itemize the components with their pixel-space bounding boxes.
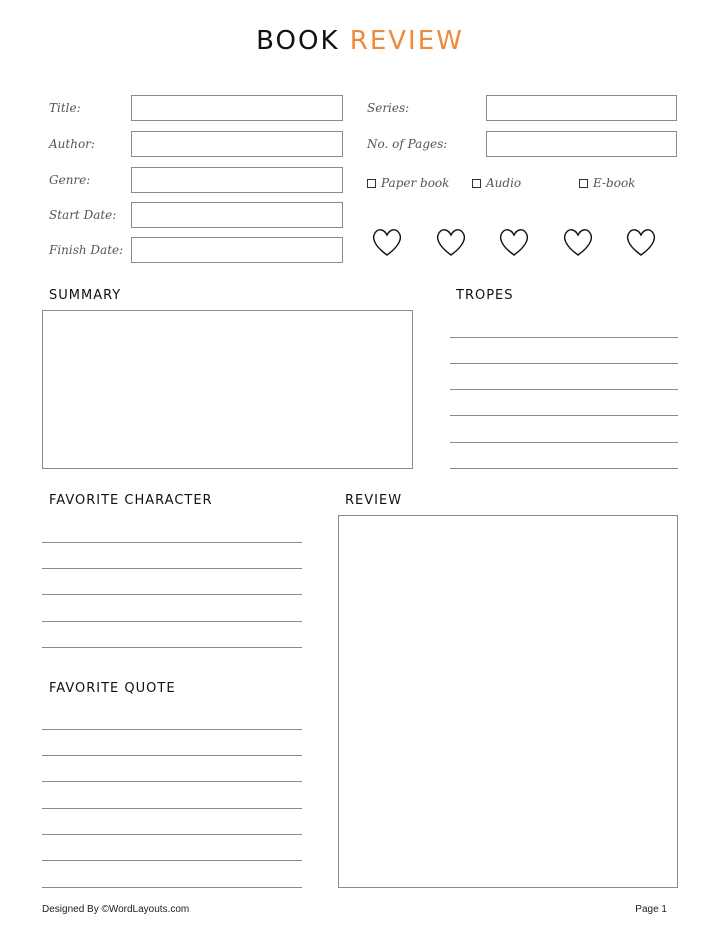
tropes-heading: TROPES <box>456 288 514 303</box>
favorite-character-line[interactable] <box>42 621 302 622</box>
format-audio[interactable] <box>472 176 521 190</box>
favorite-character-line[interactable] <box>42 568 302 569</box>
favorite-character-heading: FAVORITE CHARACTER <box>49 493 213 508</box>
favorite-quote-line[interactable] <box>42 834 302 835</box>
tropes-line[interactable] <box>450 415 678 416</box>
favorite-character-line[interactable] <box>42 647 302 648</box>
summary-box[interactable] <box>42 310 413 469</box>
favorite-quote-line[interactable] <box>42 860 302 861</box>
format-paper-book-label: Paper book <box>381 176 450 190</box>
series-field[interactable] <box>486 95 677 121</box>
favorite-quote-line[interactable] <box>42 755 302 756</box>
checkbox-icon[interactable] <box>367 179 376 188</box>
favorite-quote-line[interactable] <box>42 781 302 782</box>
genre-field[interactable] <box>131 167 343 193</box>
format-ebook[interactable] <box>579 176 635 190</box>
format-audio-label: Audio <box>486 176 522 190</box>
series-label: Series: <box>367 101 410 115</box>
heart-icon[interactable] <box>371 227 403 257</box>
review-box[interactable] <box>338 515 678 888</box>
favorite-quote-line[interactable] <box>42 808 302 809</box>
genre-label: Genre: <box>49 173 91 187</box>
tropes-line[interactable] <box>450 363 678 364</box>
footer-credit: Designed By ©WordLayouts.com <box>42 904 190 915</box>
title-main: BOOK <box>256 26 340 56</box>
favorite-character-line[interactable] <box>42 542 302 543</box>
tropes-line[interactable] <box>450 468 678 469</box>
finish-date-field[interactable] <box>131 237 343 263</box>
tropes-line[interactable] <box>450 442 678 443</box>
review-heading: REVIEW <box>345 493 403 508</box>
heart-icon[interactable] <box>435 227 467 257</box>
tropes-line[interactable] <box>450 337 678 338</box>
summary-heading: SUMMARY <box>49 288 122 303</box>
checkbox-icon[interactable] <box>472 179 481 188</box>
heart-icon[interactable] <box>625 227 657 257</box>
page-title <box>0 26 720 56</box>
start-date-field[interactable] <box>131 202 343 228</box>
author-field[interactable] <box>131 131 343 157</box>
favorite-quote-line[interactable] <box>42 887 302 888</box>
author-label: Author: <box>49 137 95 151</box>
format-ebook-label: E-book <box>593 176 636 190</box>
tropes-line[interactable] <box>450 389 678 390</box>
pages-label: No. of Pages: <box>367 137 448 151</box>
pages-field[interactable] <box>486 131 677 157</box>
heart-icon[interactable] <box>498 227 530 257</box>
title-field[interactable] <box>131 95 343 121</box>
finish-date-label: Finish Date: <box>49 243 124 257</box>
start-date-label: Start Date: <box>49 208 117 222</box>
favorite-quote-heading: FAVORITE QUOTE <box>49 681 176 696</box>
page-number: Page 1 <box>635 904 667 915</box>
checkbox-icon[interactable] <box>579 179 588 188</box>
title-label: Title: <box>49 101 81 115</box>
format-paper-book[interactable] <box>367 176 449 190</box>
title-accent: REVIEW <box>349 26 464 56</box>
heart-icon[interactable] <box>562 227 594 257</box>
favorite-character-line[interactable] <box>42 594 302 595</box>
favorite-quote-line[interactable] <box>42 729 302 730</box>
